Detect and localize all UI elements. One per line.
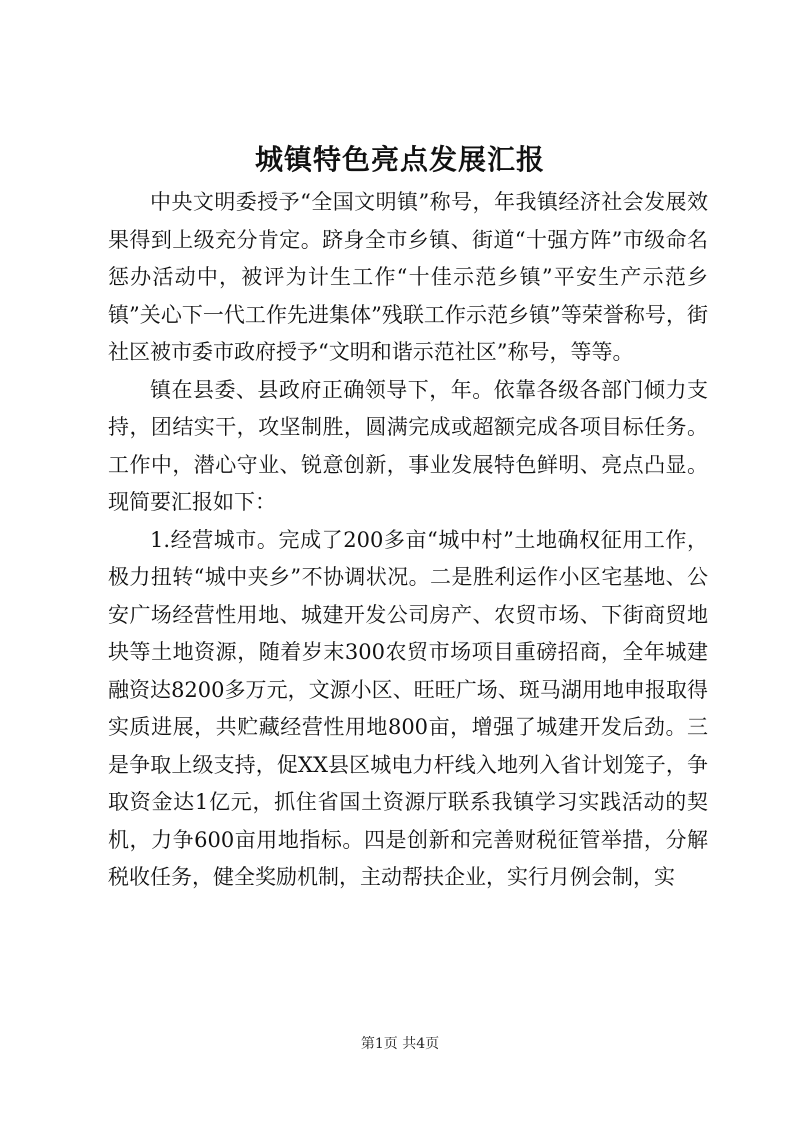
document-body [108, 184, 708, 897]
paragraph-2: 镇在县委、县政府正确领导下，年。依靠各级各部门倾力支持，团结实干，攻坚制胜，圆满完成或超额完成各项目标任务。工作中，潜心守业、锐意创新，事业发展特色鲜明、亮点凸显。现简要汇报如下： [108, 377, 708, 514]
paragraph-3: 1.经营城市。完成了200多亩“城中村”土地确权征用工作，极力扭转“城中夹乡”不协调状况。二是胜利运作小区宅基地、公安广场经营性用地、城建开发公司房产、农贸市场、下街商贸地块等土地资源，随着岁末300农贸市场项目重磅招商，全年城建融资达8200多万元，文源小区、旺旺广场、斑马湖用地申报取得实质进展，共贮藏经营性用地800亩，增强了城建开发后劲。三是争取上级支持，促XX县区城电力杆线入地列入省计划笼子，争取资金达1亿元，抓住省国土资源厅联系我镇学习实践活动的契机，力争600亩用地指标。四是创新和完善财税征管举措，分解税收任务，健全奖励机制，主动帮扶企业，实行月例会制，实 [108, 527, 708, 889]
document-title: 城镇特色亮点发展汇报 [254, 143, 545, 176]
paragraph-1: 中央文明委授予“全国文明镇”称号，年我镇经济社会发展效果得到上级充分肯定。跻身全市乡镇、街道“十强方阵”市级命名惩办活动中，被评为计生工作“十佳示范乡镇”平安生产示范乡镇”关心下一代工作先进集体”残联工作示范乡镇”等荣誉称号，街社区被市委市政府授予“文明和谐示范社区”称号，等等。 [108, 190, 708, 364]
page-footer: 第1页 共4页 [360, 1036, 440, 1052]
